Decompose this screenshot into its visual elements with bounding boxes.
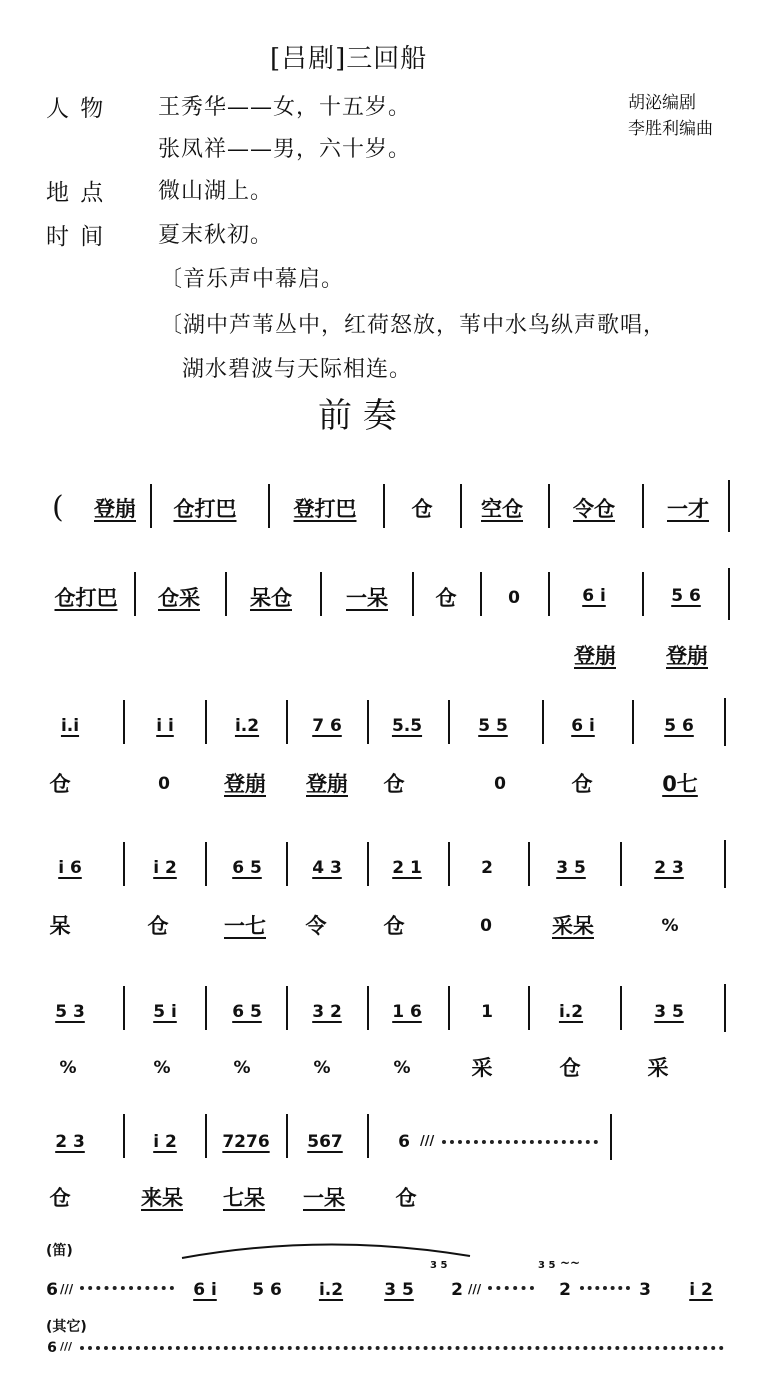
bar-line: [548, 572, 550, 616]
bar-line: [320, 572, 322, 616]
score-token: 一呆: [303, 1186, 345, 1210]
bar-line: [286, 842, 288, 886]
score-note: 7 6: [312, 716, 342, 736]
score-token: 七呆: [223, 1186, 265, 1210]
score-note: 2: [559, 1280, 571, 1300]
song-title: [吕剧]三回船: [270, 44, 428, 74]
bar-line: [548, 484, 550, 528]
score-note: i 2: [689, 1280, 713, 1300]
score-note: 6 i: [193, 1280, 217, 1300]
bar-line: [542, 700, 544, 744]
character-line-1: 王秀华——女，十五岁。: [158, 95, 412, 120]
hold-dots: [80, 1286, 174, 1290]
place-text: 微山湖上。: [158, 179, 274, 204]
character-line-2: 张凤祥——男，六十岁。: [158, 137, 412, 162]
bar-line: [728, 480, 730, 532]
tremolo-mark: ///: [60, 1340, 73, 1353]
score-note: 3 5: [556, 858, 586, 878]
score-note: 4 3: [312, 858, 342, 878]
bar-line: [460, 484, 462, 528]
bar-line: [448, 842, 450, 886]
score-note: 6 i: [571, 716, 595, 736]
score-note: 3 5: [384, 1280, 414, 1300]
bar-line: [528, 842, 530, 886]
score-token: 0: [480, 916, 492, 936]
score-token: 采呆: [552, 914, 594, 938]
score-note: i.2: [558, 1002, 584, 1022]
place-label: 地 点: [46, 180, 106, 206]
bar-line: [123, 700, 125, 744]
score-note: 1: [481, 1002, 493, 1022]
time-text: 夏末秋初。: [158, 223, 274, 248]
bar-line: [642, 484, 644, 528]
score-note: 6: [46, 1280, 58, 1300]
bar-line: [528, 986, 530, 1030]
bar-line: [642, 572, 644, 616]
bar-line: [724, 698, 726, 746]
score-token: %: [313, 1058, 331, 1078]
score-token: 一七: [224, 914, 266, 938]
stage-direction-3: 湖水碧波与天际相连。: [182, 357, 413, 382]
credit-composer: 李胜利编曲: [628, 119, 713, 139]
credit-playwright: 胡泌编剧: [628, 93, 696, 113]
score-token: 仓: [383, 772, 405, 796]
score-note: 6: [398, 1132, 410, 1152]
score-note: 5.5: [391, 716, 423, 736]
score-note: 5 3: [55, 1002, 85, 1022]
score-note: i.2: [318, 1280, 344, 1300]
score-token: 仓: [395, 1186, 417, 1210]
score-token: 0七: [662, 772, 698, 796]
score-token: %: [661, 916, 679, 936]
score-note: 5 5: [478, 716, 508, 736]
bar-line: [620, 842, 622, 886]
score-note: 3 2: [312, 1002, 342, 1022]
score-token: 一才: [667, 497, 709, 521]
trill-mark: ~~: [560, 1256, 581, 1270]
score-token: %: [153, 1058, 171, 1078]
score-note: 7276: [222, 1132, 270, 1152]
score-note: i i: [156, 716, 174, 736]
score-note: 2 3: [55, 1132, 85, 1152]
score-token: 仓: [383, 914, 405, 938]
score-token: 仓: [411, 497, 433, 521]
score-token: 采: [471, 1056, 493, 1080]
bar-line: [286, 700, 288, 744]
score-note: 5 6: [252, 1280, 282, 1300]
score-note: 567: [307, 1132, 343, 1152]
hold-dots: [80, 1346, 724, 1350]
bar-line: [123, 986, 125, 1030]
bar-line: [367, 842, 369, 886]
bar-line: [286, 986, 288, 1030]
score-note: 3 5: [654, 1002, 684, 1022]
score-token: 仓: [435, 586, 457, 610]
open-parenthesis: (: [52, 490, 64, 525]
score-token: 令: [305, 914, 327, 938]
bar-line: [205, 842, 207, 886]
hold-dots: [442, 1140, 598, 1144]
score-note: i 2: [153, 1132, 177, 1152]
score-token: 令仓: [573, 497, 615, 521]
characters-label: 人 物: [46, 96, 106, 122]
bar-line: [134, 572, 136, 616]
score-note: i.2: [234, 716, 260, 736]
score-note: 1 6: [392, 1002, 422, 1022]
time-label: 时 间: [46, 224, 106, 250]
score-token: 采: [647, 1056, 669, 1080]
bar-line: [367, 986, 369, 1030]
score-token: 呆: [49, 914, 71, 938]
score-token: 登崩: [224, 772, 266, 796]
bar-line: [724, 984, 726, 1032]
bar-line: [448, 986, 450, 1030]
score-token: 来呆: [141, 1186, 183, 1210]
bar-line: [367, 700, 369, 744]
bar-line: [480, 572, 482, 616]
score-token: 仓: [49, 1186, 71, 1210]
stage-direction-2: 〔湖中芦苇丛中，红荷怒放，苇中水鸟纵声歌唱，: [160, 313, 667, 338]
bar-line: [383, 484, 385, 528]
bar-line: [286, 1114, 288, 1158]
score-token: %: [59, 1058, 77, 1078]
bar-line: [268, 484, 270, 528]
bar-line: [610, 1114, 612, 1160]
score-note: 2: [451, 1280, 463, 1300]
bar-line: [150, 484, 152, 528]
score-note: 5 i: [153, 1002, 177, 1022]
score-token: 仓: [49, 772, 71, 796]
score-token: 0: [158, 774, 170, 794]
score-token: 一呆: [346, 586, 388, 610]
score-token: 登崩: [574, 644, 616, 668]
score-note: 6 5: [232, 1002, 262, 1022]
score-note: 2 3: [654, 858, 684, 878]
bar-line: [367, 1114, 369, 1158]
score-token: 仓: [571, 772, 593, 796]
score-note: i 6: [58, 858, 82, 878]
bar-line: [620, 986, 622, 1030]
score-note: 5 6: [664, 716, 694, 736]
bar-line: [724, 840, 726, 888]
hold-dots: [580, 1286, 630, 1290]
bar-line: [448, 700, 450, 744]
grace-notes: 3 5: [430, 1260, 448, 1271]
bar-line: [205, 700, 207, 744]
bar-line: [225, 572, 227, 616]
score-token: 登崩: [666, 644, 708, 668]
score-token: 仓打巴: [173, 497, 237, 521]
bar-line: [728, 568, 730, 620]
tremolo-mark: ///: [60, 1282, 74, 1296]
score-note: i.i: [60, 716, 80, 736]
score-token: %: [393, 1058, 411, 1078]
score-note: 6 5: [232, 858, 262, 878]
slur-arc: [180, 1238, 472, 1262]
bar-line: [205, 986, 207, 1030]
score-token: 登打巴: [293, 497, 357, 521]
score-token: %: [233, 1058, 251, 1078]
score-token: 仓: [559, 1056, 581, 1080]
score-token: 仓: [147, 914, 169, 938]
score-note: 2 1: [392, 858, 422, 878]
bar-line: [412, 572, 414, 616]
score-note: 2: [481, 858, 493, 878]
other-instruments-label: (其它): [46, 1319, 87, 1335]
tremolo-mark: ///: [420, 1134, 435, 1149]
tremolo-mark: ///: [468, 1282, 482, 1296]
score-token: 登崩: [94, 497, 136, 521]
score-note: 0: [508, 588, 520, 608]
bar-line: [205, 1114, 207, 1158]
score-token: 呆仓: [250, 586, 292, 610]
score-note: 5 6: [671, 586, 701, 606]
score-note: 3: [639, 1280, 651, 1300]
score-token: 仓采: [158, 586, 200, 610]
bar-line: [632, 700, 634, 744]
prelude-heading: 前 奏: [318, 396, 397, 436]
hold-dots: [488, 1286, 534, 1290]
score-note: i 2: [153, 858, 177, 878]
flute-label: (笛): [46, 1243, 73, 1259]
stage-direction-1: 〔音乐声中幕启。: [160, 267, 345, 292]
score-note: 6 i: [582, 586, 606, 606]
score-token: 仓打巴: [54, 586, 118, 610]
score-token: 0: [494, 774, 506, 794]
grace-notes: 3 5: [538, 1260, 556, 1271]
score-note: 6: [47, 1340, 57, 1356]
bar-line: [123, 842, 125, 886]
bar-line: [123, 1114, 125, 1158]
score-token: 空仓: [481, 497, 523, 521]
score-token: 登崩: [306, 772, 348, 796]
